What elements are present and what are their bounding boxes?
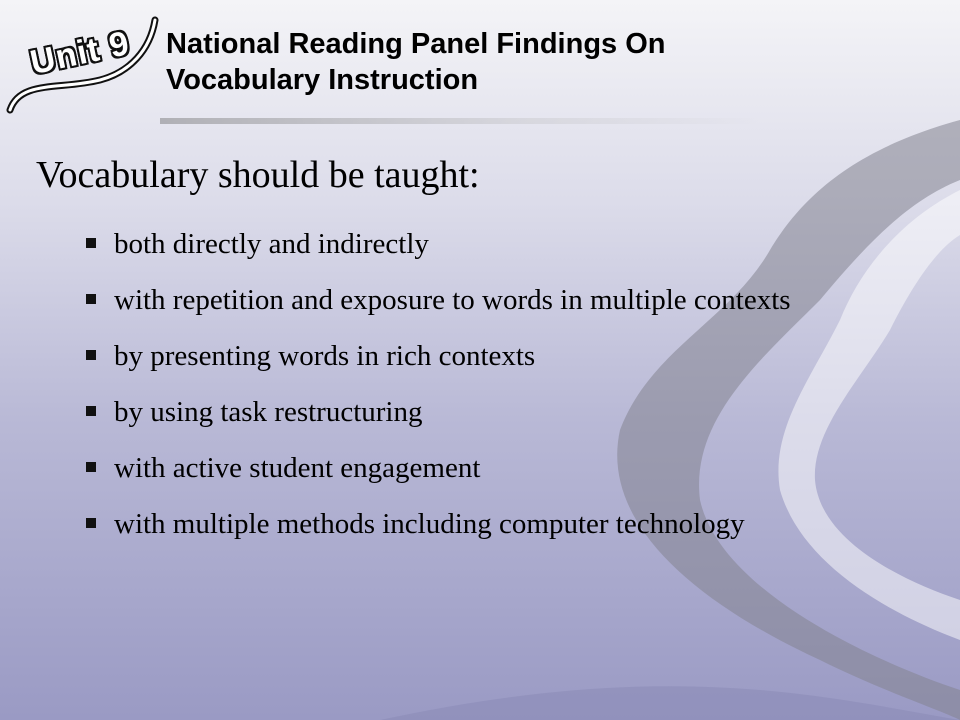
section-heading: Vocabulary should be taught:	[36, 154, 480, 196]
bullet-text: both directly and indirectly	[114, 228, 429, 260]
bullet-text: with repetition and exposure to words in multiple contexts	[114, 284, 791, 316]
swoosh-bottom	[380, 686, 960, 720]
slide-title	[166, 26, 866, 98]
list-item	[86, 278, 886, 322]
bullet-text: by using task restructuring	[114, 396, 423, 428]
bullet-list	[86, 222, 886, 558]
list-item	[86, 502, 886, 546]
bullet-text: by presenting words in rich contexts	[114, 340, 536, 372]
list-item	[86, 446, 886, 490]
title-underline	[160, 118, 760, 124]
list-item	[86, 222, 886, 266]
unit-label: Unit 9	[27, 23, 134, 83]
square-bullet-icon	[86, 238, 96, 248]
list-item	[86, 334, 886, 378]
bullet-text: with active student engagement	[114, 452, 481, 484]
title-line-1: National Reading Panel Findings On	[166, 28, 666, 60]
square-bullet-icon	[86, 462, 96, 472]
square-bullet-icon	[86, 406, 96, 416]
square-bullet-icon	[86, 294, 96, 304]
title-line-2: Vocabulary Instruction	[166, 64, 479, 96]
square-bullet-icon	[86, 350, 96, 360]
square-bullet-icon	[86, 518, 96, 528]
unit-badge	[0, 10, 160, 120]
list-item	[86, 390, 886, 434]
bullet-text: with multiple methods including computer technology	[114, 508, 745, 540]
